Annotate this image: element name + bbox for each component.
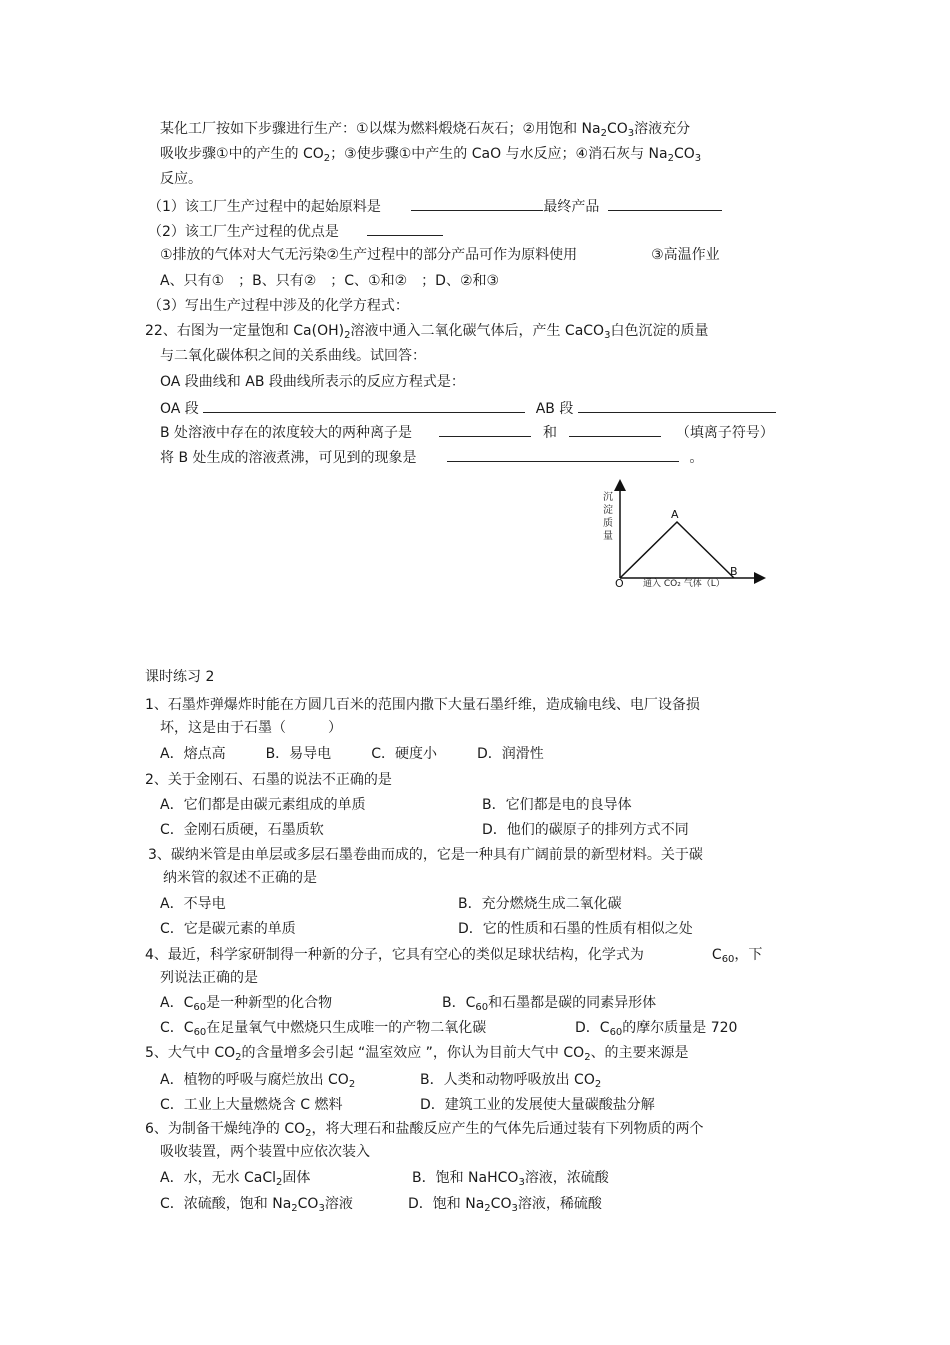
p-q2-stem: 2、关于金刚石、石墨的说法不正确的是 — [145, 772, 392, 788]
q21-part2-options: ①排放的气体对大气无污染②生产过程中的部分产品可作为原料使用 ③高温作业 — [160, 247, 720, 263]
q21-part3: （3）写出生产过程中涉及的化学方程式： — [148, 298, 409, 314]
point-label-o: O — [615, 577, 624, 590]
answer-blank-advantage[interactable] — [367, 221, 443, 236]
answer-blank-ion2[interactable] — [569, 422, 661, 437]
p-q1-option-b[interactable]: B．易导电 — [265, 746, 332, 762]
q22-stem-line3: OA 段曲线和 AB 段曲线所表示的反应方程式是： — [160, 374, 465, 390]
q22-stem-line2: 与二氧化碳体积之间的关系曲线。试回答： — [160, 348, 426, 364]
p-q3-option-d[interactable]: D．它的性质和石墨的性质有相似之处 — [458, 921, 693, 937]
p-q5-option-b[interactable]: B．人类和动物呼吸放出 $CO_2$ — [420, 1072, 602, 1090]
p-q6-option-c[interactable]: C．浓硫酸，饱和 $Na_2CO_3$溶液 — [160, 1196, 353, 1214]
p-q5-option-d[interactable]: D．建筑工业的发展使大量碳酸盐分解 — [420, 1097, 655, 1113]
p-q4-option-d[interactable]: D．$C_{60}$的摩尔质量是 720 — [575, 1020, 738, 1038]
p-q2-option-c[interactable]: C．金刚石质硬，石墨质软 — [160, 822, 324, 838]
point-label-a: A — [671, 508, 679, 521]
p-q4-option-b[interactable]: B．$C_{60}$和石墨都是碳的同素异形体 — [442, 995, 657, 1013]
p-q6-stem1: 6、为制备干燥纯净的 $CO_2$，将大理石和盐酸反应产生的气体先后通过装有下列物质的两个 — [145, 1121, 704, 1139]
p-q6-option-b[interactable]: B．饱和 NaHCO$_3$溶液，浓硫酸 — [412, 1170, 609, 1188]
p-q3-option-c[interactable]: C．它是碳元素的单质 — [160, 921, 296, 937]
p-q5-option-a[interactable]: A．植物的呼吸与腐烂放出 $CO_2$ — [160, 1072, 356, 1090]
p-q2-option-d[interactable]: D．他们的碳原子的排列方式不同 — [482, 822, 689, 838]
answer-blank-ion1[interactable] — [439, 422, 531, 437]
p-q4-stem2: 列说法正确的是 — [160, 970, 258, 986]
answer-blank-final-product[interactable] — [608, 196, 722, 211]
answer-blank-raw-material[interactable] — [411, 196, 543, 211]
practice-title: 课时练习 2 — [145, 669, 215, 685]
p-q1-stem1: 1、石墨炸弹爆炸时能在方圆几百米的范围内撒下大量石墨纤维，造成输电线、电厂设备损 — [145, 697, 700, 713]
precipitate-chart — [595, 476, 785, 596]
y-axis-label: 沉淀质量 — [603, 492, 613, 542]
p-q2-option-b[interactable]: B．它们都是电的良导体 — [482, 797, 632, 813]
p-q3-stem1: 3、碳纳米管是由单层或多层石墨卷曲而成的，它是一种具有广阔前景的新型材料。关于碳 — [148, 847, 703, 863]
p-q3-stem2: 纳米管的叙述不正确的是 — [163, 870, 317, 886]
q22-oa-ab: OA 段 AB 段 — [160, 398, 776, 418]
answer-blank-ab[interactable] — [578, 398, 776, 413]
p-q6-option-d[interactable]: D．饱和 $Na_2CO_3$溶液，稀硫酸 — [408, 1196, 602, 1214]
p-q5-option-c[interactable]: C．工业上大量燃烧含 C 燃料 — [160, 1097, 343, 1113]
p-q3-option-a[interactable]: A．不导电 — [160, 896, 226, 912]
q22-b-ions: B 处溶液中存在的浓度较大的两种离子是 和 （填离子符号） — [160, 422, 774, 442]
p-q5-stem: 5、大气中 $CO_2$的含量增多会引起 “温室效应 ”，你认为目前大气中 $CO_2$、的主要来源是 — [145, 1045, 689, 1063]
curve-line — [620, 522, 734, 578]
answer-blank-phenomenon[interactable] — [447, 447, 679, 462]
p-q1-stem2: 坏，这是由于石墨（ ） — [160, 720, 342, 736]
p-q1-option-d[interactable]: D．润滑性 — [476, 746, 544, 762]
p-q4-stem1: 4、最近，科学家研制得一种新的分子，它具有空心的类似足球状结构，化学式为 $C_{60}$，下 — [145, 947, 763, 965]
q21-part2: （2）该工厂生产过程的优点是 — [148, 221, 443, 241]
p-q6-stem2: 吸收装置，两个装置中应依次装入 — [160, 1144, 370, 1160]
q21-part2-choices: A、只有① ；B、只有② ；C、①和② ；D、②和③ — [160, 273, 500, 289]
p-q4-option-c[interactable]: C．$C_{60}$在足量氧气中燃烧只生成唯一的产物二氧化碳 — [160, 1020, 487, 1038]
x-axis-label: 通入 CO₂ 气体（L） — [643, 579, 725, 589]
p-q1-option-a[interactable]: A．熔点高 — [160, 746, 226, 762]
q22-boil: 将 B 处生成的溶液煮沸，可见到的现象是 。 — [160, 447, 703, 467]
answer-blank-oa[interactable] — [203, 398, 525, 413]
p-q1-option-c[interactable]: C．硬度小 — [371, 746, 437, 762]
q21-intro-line2: 吸收步骤①中的产生的 $CO_2$；③使步骤①中产生的 CaO 与水反应；④消石灰与 $Na_2CO_3$ — [160, 146, 702, 164]
q21-intro-line3: 反应。 — [160, 171, 202, 187]
p-q3-option-b[interactable]: B．充分燃烧生成二氧化碳 — [458, 896, 622, 912]
p-q4-option-a[interactable]: A．$C_{60}$是一种新型的化合物 — [160, 995, 333, 1013]
q21-part1: （1）该工厂生产过程中的起始原料是 最终产品 — [148, 196, 722, 216]
q22-stem-line1: 22、右图为一定量饱和 $Ca(OH)_2$溶液中通入二氧化碳气体后，产生 CaCO$_3$白色沉淀的质量 — [145, 323, 709, 341]
p-q2-option-a[interactable]: A．它们都是由碳元素组成的单质 — [160, 797, 366, 813]
p-q1-options — [160, 745, 544, 763]
point-label-b: B — [730, 565, 738, 578]
p-q6-option-a[interactable]: A．水，无水 CaCl$_2$固体 — [160, 1170, 311, 1188]
q21-intro-line1: 某化工厂按如下步骤进行生产：①以煤为燃料煅烧石灰石；②用饱和 $Na_2CO_3$溶液充分 — [160, 121, 691, 139]
